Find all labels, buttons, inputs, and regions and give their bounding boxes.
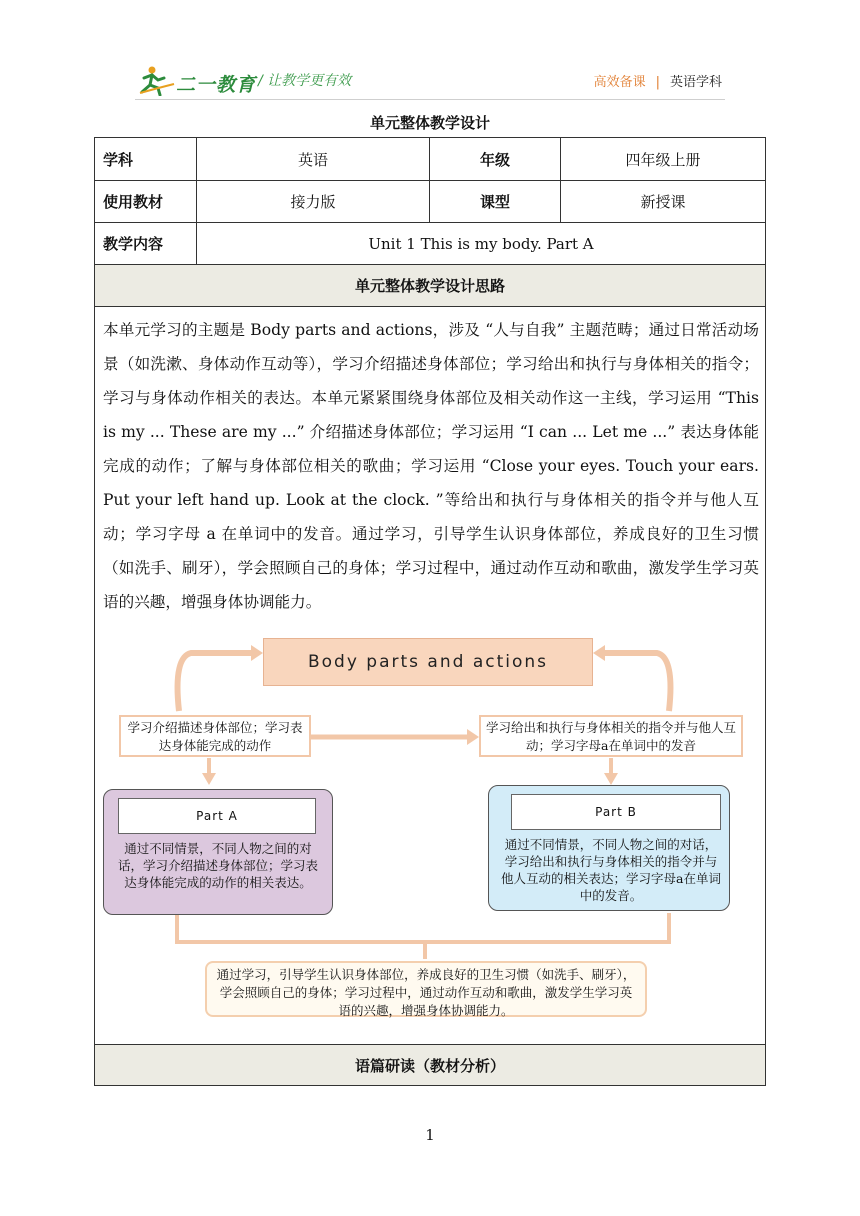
page-header [0, 0, 860, 110]
table-row-textbook [95, 181, 765, 223]
part-a-text: 通过不同情景，不同人物之间的对话，学习介绍描述身体部位；学习表达身体能完成的动作的相关表达。 [117, 841, 318, 890]
lesson-type-value: 新授课 [640, 193, 686, 211]
header-divider [135, 99, 725, 100]
design-paragraph: 本单元学习的主题是 Body parts and actions，涉及 “人与自我” 主题范畴；通过日常活动场景（如洗漱、身体动作互动等），学习介绍描述身体部位；学习给出和执行与身体相关的指令；学习与身体动作相关的表达。本单元紧紧围绕身体部位及相关动作这一主线，学习运用 “This is my ... These are my ...” 介绍描述身体部位；学习运用 “I can ... Let me ...” 表达身体能完成的动作；了解与身体部位相关的歌曲；学习运用 “Close your eyes. Touch your ears. Put your left hand up. Look at the clock. ”等给出和执行与身体相关的指令并与他人互动；学习字母 a 在单词中的发音。通过学习，引导学生认识身体部位，养成良好的卫生习惯（如洗手、刷牙），学会照顾自己的身体；学习过程中，通过动作互动和歌曲，激发学生学习英语的兴趣，增强身体协调能力。 [103, 321, 759, 611]
part-b-text: 通过不同情景，不同人物之间的对话，学习给出和执行与身体相关的指令并与他人互动的相关表达；学习字母a在单词中的发音。 [501, 837, 721, 903]
section-title-design: 单元整体教学设计思路 [354, 277, 505, 295]
part-b-box [488, 785, 730, 911]
section-body-design [95, 307, 765, 1045]
part-a-box [103, 789, 333, 915]
unit-diagram [95, 307, 765, 1045]
lesson-type-label: 课型 [479, 193, 510, 211]
textbook-label: 使用教材 [103, 193, 164, 211]
diagram-title-box: Body parts and actions [263, 638, 593, 686]
header-tag-subject: 英语学科 [669, 75, 722, 90]
brand-name: 二一教育 [176, 74, 257, 96]
content-value: Unit 1 This is my body. Part A [368, 234, 594, 253]
header-tags [594, 71, 722, 90]
header-tag-prep: 高效备课 [593, 75, 646, 90]
part-b-heading: Part B [511, 794, 721, 830]
section-heading-design [95, 265, 765, 307]
document-title: 单元整体教学设计 [369, 114, 490, 132]
content-label: 教学内容 [103, 235, 164, 253]
textbook-value: 接力版 [290, 193, 336, 211]
brand-slogan: / 让教学更有效 [258, 73, 352, 89]
design-table [94, 137, 766, 1086]
part-a-heading: Part A [118, 798, 316, 834]
right-goal-box: 学习给出和执行与身体相关的指令并与他人互动；学习字母a在单词中的发音 [479, 715, 743, 757]
header-separator: | [655, 75, 660, 90]
section-title-analysis: 语篇研读（教材分析） [354, 1056, 505, 1075]
subject-value: 英语 [297, 150, 328, 169]
left-goal-box: 学习介绍描述身体部位；学习表达身体能完成的动作 [119, 715, 311, 757]
section-heading-analysis [95, 1045, 765, 1085]
page-number: 1 [425, 1126, 435, 1144]
table-row-content [95, 223, 765, 265]
grade-label: 年级 [479, 150, 510, 169]
table-row-subject [95, 138, 765, 181]
grade-value: 四年级上册 [625, 150, 701, 169]
summary-box: 通过学习，引导学生认识身体部位，养成良好的卫生习惯（如洗手、刷牙），学会照顾自己的身体；学习过程中，通过动作互动和歌曲，激发学生学习英语的兴趣，增强身体协调能力。 [205, 961, 647, 1017]
subject-label: 学科 [103, 150, 134, 169]
